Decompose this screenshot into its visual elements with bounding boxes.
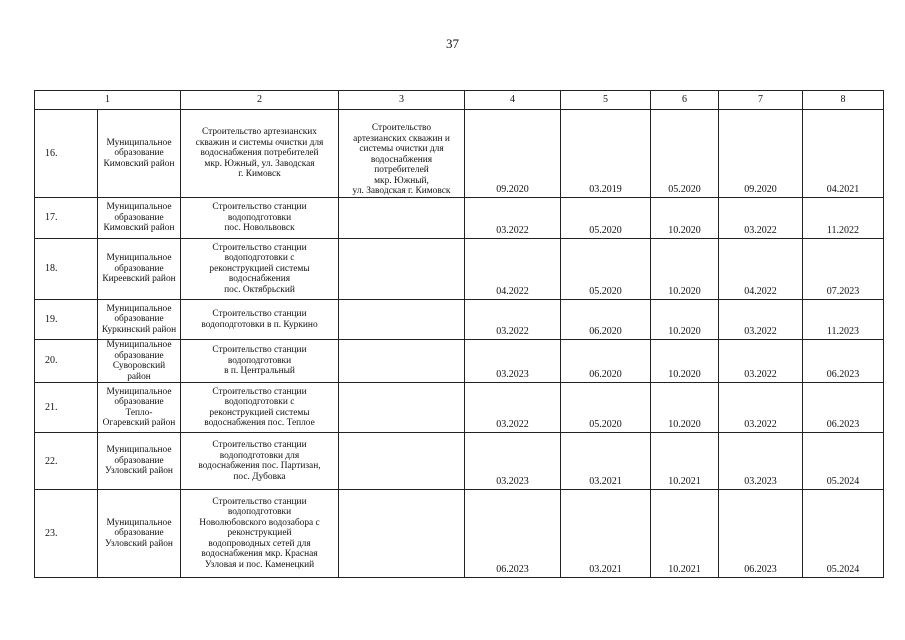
object-description-cell <box>339 300 465 340</box>
date-col-8-cell: 11.2022 <box>803 198 884 239</box>
project-name-cell: Строительство станции водоподготовки пос. Новольвовск <box>181 198 339 239</box>
date-col-4-cell: 03.2022 <box>465 198 561 239</box>
date-col-8-cell: 06.2023 <box>803 340 884 383</box>
date-col-5-cell: 06.2020 <box>561 340 651 383</box>
object-description-cell <box>339 433 465 490</box>
header-col-3: 3 <box>339 91 465 110</box>
date-col-6-cell: 10.2020 <box>651 383 719 433</box>
row-number-cell: 23. <box>35 490 98 578</box>
date-col-8-cell: 11.2023 <box>803 300 884 340</box>
date-col-6-cell: 10.2020 <box>651 239 719 300</box>
date-col-5-cell: 06.2020 <box>561 300 651 340</box>
table-row <box>35 433 884 490</box>
date-col-8-cell: 05.2024 <box>803 433 884 490</box>
date-col-8-cell: 04.2021 <box>803 110 884 198</box>
date-col-7-cell: 03.2022 <box>719 300 803 340</box>
object-description-cell: Строительство артезианских скважин и системы очистки для водоснабжения потребителей мкр. Южный, ул. Заводская г. Кимовск <box>339 110 465 198</box>
municipality-cell: Муниципальное образование Узловский район <box>98 490 181 578</box>
date-col-8-cell: 07.2023 <box>803 239 884 300</box>
date-col-7-cell: 09.2020 <box>719 110 803 198</box>
table-row <box>35 490 884 578</box>
table-row <box>35 110 884 198</box>
schedule-table <box>34 90 884 578</box>
table-row <box>35 340 884 383</box>
row-number-cell: 17. <box>35 198 98 239</box>
object-description-cell <box>339 383 465 433</box>
date-col-7-cell: 03.2022 <box>719 383 803 433</box>
date-col-7-cell: 03.2022 <box>719 198 803 239</box>
table-row <box>35 383 884 433</box>
project-name-cell: Строительство станции водоподготовки с реконструкцией системы водоснабжения пос. Октябрьский <box>181 239 339 300</box>
header-col-2: 2 <box>181 91 339 110</box>
date-col-7-cell: 03.2023 <box>719 433 803 490</box>
header-col-5: 5 <box>561 91 651 110</box>
table-header-row <box>35 91 884 110</box>
header-col-8: 8 <box>803 91 884 110</box>
project-name-cell: Строительство станции водоподготовки Новолюбовского водозабора с реконструкцией водопроводных сетей для водоснабжения мкр. Красная Узловая и пос. Каменецкий <box>181 490 339 578</box>
date-col-4-cell: 04.2022 <box>465 239 561 300</box>
table-row <box>35 198 884 239</box>
date-col-5-cell: 05.2020 <box>561 198 651 239</box>
project-name-cell: Строительство артезианских скважин и системы очистки для водоснабжения потребителей мкр. Южный, ул. Заводская г. Кимовск <box>181 110 339 198</box>
date-col-4-cell: 03.2023 <box>465 433 561 490</box>
date-col-5-cell: 05.2020 <box>561 383 651 433</box>
date-col-6-cell: 10.2021 <box>651 433 719 490</box>
project-name-cell: Строительство станции водоподготовки в п. Центральный <box>181 340 339 383</box>
row-number-cell: 18. <box>35 239 98 300</box>
project-name-cell: Строительство станции водоподготовки с реконструкцией системы водоснабжения пос. Теплое <box>181 383 339 433</box>
header-col-6: 6 <box>651 91 719 110</box>
table-row <box>35 300 884 340</box>
row-number-cell: 19. <box>35 300 98 340</box>
date-col-4-cell: 03.2023 <box>465 340 561 383</box>
date-col-4-cell: 03.2022 <box>465 383 561 433</box>
row-number-cell: 22. <box>35 433 98 490</box>
header-col-4: 4 <box>465 91 561 110</box>
row-number-cell: 21. <box>35 383 98 433</box>
date-col-7-cell: 04.2022 <box>719 239 803 300</box>
municipality-cell: Муниципальное образование Узловский район <box>98 433 181 490</box>
municipality-cell: Муниципальное образование Кимовский район <box>98 110 181 198</box>
date-col-6-cell: 05.2020 <box>651 110 719 198</box>
municipality-cell: Муниципальное образование Куркинский район <box>98 300 181 340</box>
date-col-6-cell: 10.2020 <box>651 300 719 340</box>
object-description-cell <box>339 198 465 239</box>
table-row <box>35 239 884 300</box>
municipality-cell: Муниципальное образование Кимовский район <box>98 198 181 239</box>
municipality-cell: Муниципальное образование Киреевский район <box>98 239 181 300</box>
date-col-4-cell: 03.2022 <box>465 300 561 340</box>
date-col-6-cell: 10.2020 <box>651 198 719 239</box>
date-col-8-cell: 06.2023 <box>803 383 884 433</box>
date-col-8-cell: 05.2024 <box>803 490 884 578</box>
date-col-7-cell: 06.2023 <box>719 490 803 578</box>
row-number-cell: 16. <box>35 110 98 198</box>
row-number-cell: 20. <box>35 340 98 383</box>
project-name-cell: Строительство станции водоподготовки в п. Куркино <box>181 300 339 340</box>
municipality-cell: Муниципальное образование Тепло- Огаревский район <box>98 383 181 433</box>
header-col-7: 7 <box>719 91 803 110</box>
date-col-5-cell: 05.2020 <box>561 239 651 300</box>
municipality-cell: Муниципальное образование Суворовский район <box>98 340 181 383</box>
date-col-4-cell: 09.2020 <box>465 110 561 198</box>
object-description-cell <box>339 490 465 578</box>
page-number: 37 <box>446 36 459 51</box>
table-body <box>35 91 884 578</box>
project-name-cell: Строительство станции водоподготовки для водоснабжения пос. Партизан, пос. Дубовка <box>181 433 339 490</box>
object-description-cell <box>339 239 465 300</box>
date-col-4-cell: 06.2023 <box>465 490 561 578</box>
date-col-5-cell: 03.2019 <box>561 110 651 198</box>
header-col-1: 1 <box>35 91 181 110</box>
object-description-cell <box>339 340 465 383</box>
date-col-5-cell: 03.2021 <box>561 490 651 578</box>
date-col-7-cell: 03.2022 <box>719 340 803 383</box>
date-col-6-cell: 10.2020 <box>651 340 719 383</box>
date-col-5-cell: 03.2021 <box>561 433 651 490</box>
date-col-6-cell: 10.2021 <box>651 490 719 578</box>
